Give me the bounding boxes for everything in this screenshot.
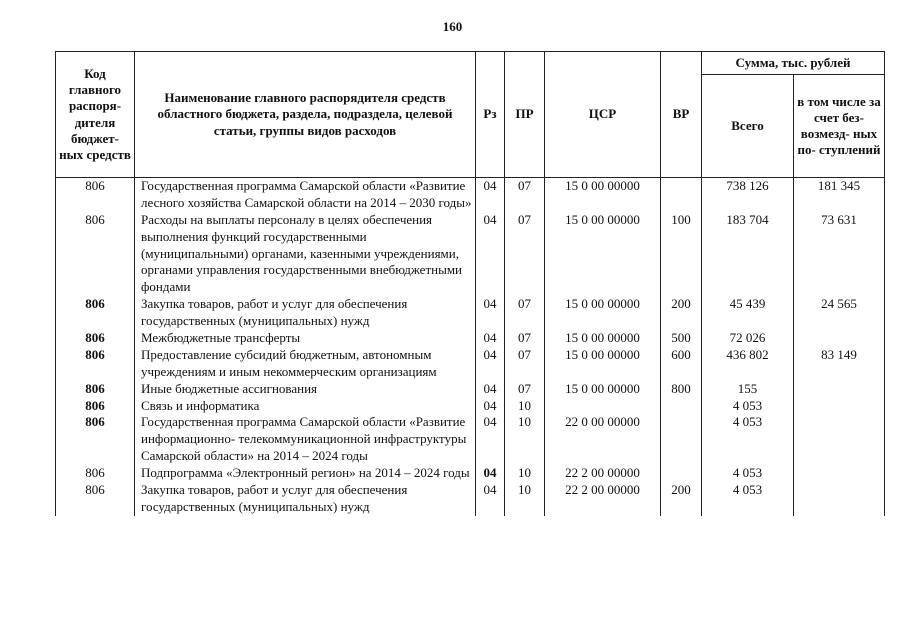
table-row xyxy=(56,212,885,296)
cell-pr: 07 xyxy=(505,178,545,212)
cell-total: 4 053 xyxy=(702,398,794,415)
table-row xyxy=(56,347,885,381)
cell-csr: 22 0 00 00000 xyxy=(545,414,661,465)
table-header xyxy=(56,52,885,178)
cell-rz: 04 xyxy=(476,381,505,398)
cell-including xyxy=(794,381,885,398)
header-sum: Сумма, тыс. рублей xyxy=(702,52,885,75)
cell-total: 183 704 xyxy=(702,212,794,296)
cell-code: 806 xyxy=(56,398,135,415)
cell-rz: 04 xyxy=(476,465,505,482)
table-row xyxy=(56,296,885,330)
cell-vr xyxy=(661,465,702,482)
cell-pr: 07 xyxy=(505,296,545,330)
cell-vr xyxy=(661,178,702,212)
cell-vr xyxy=(661,398,702,415)
cell-csr: 15 0 00 00000 xyxy=(545,330,661,347)
cell-csr xyxy=(545,398,661,415)
cell-code: 806 xyxy=(56,414,135,465)
cell-pr: 07 xyxy=(505,330,545,347)
cell-name: Расходы на выплаты персоналу в целях обеспечения выполнения функций государственными (муниципальными) органами, казенными учреждениями, органами управления государственными внебюджетными фондами xyxy=(135,212,476,296)
table-row xyxy=(56,414,885,465)
cell-code: 806 xyxy=(56,212,135,296)
header-csr: ЦСР xyxy=(545,52,661,178)
cell-pr: 10 xyxy=(505,398,545,415)
table-row xyxy=(56,465,885,482)
cell-including xyxy=(794,330,885,347)
cell-code: 806 xyxy=(56,465,135,482)
cell-including: 83 149 xyxy=(794,347,885,381)
cell-name: Иные бюджетные ассигнования xyxy=(135,381,476,398)
cell-pr: 07 xyxy=(505,381,545,398)
cell-code: 806 xyxy=(56,296,135,330)
cell-pr: 07 xyxy=(505,347,545,381)
cell-pr: 10 xyxy=(505,465,545,482)
cell-name: Закупка товаров, работ и услуг для обеспечения государственных (муниципальных) нужд xyxy=(135,482,476,516)
cell-vr xyxy=(661,414,702,465)
cell-vr: 800 xyxy=(661,381,702,398)
table-row xyxy=(56,381,885,398)
cell-total: 4 053 xyxy=(702,482,794,516)
header-total: Всего xyxy=(702,75,794,178)
cell-csr: 15 0 00 00000 xyxy=(545,347,661,381)
cell-vr: 200 xyxy=(661,482,702,516)
table-body xyxy=(56,178,885,516)
table-row xyxy=(56,330,885,347)
cell-total: 4 053 xyxy=(702,414,794,465)
cell-rz: 04 xyxy=(476,178,505,212)
table-row xyxy=(56,178,885,212)
table-row xyxy=(56,482,885,516)
cell-including xyxy=(794,482,885,516)
cell-rz: 04 xyxy=(476,414,505,465)
budget-table xyxy=(55,51,885,516)
cell-name: Государственная программа Самарской области «Развитие лесного хозяйства Самарской области на 2014 – 2030 годы» xyxy=(135,178,476,212)
cell-code: 806 xyxy=(56,330,135,347)
cell-total: 436 802 xyxy=(702,347,794,381)
cell-code: 806 xyxy=(56,381,135,398)
table-row xyxy=(56,398,885,415)
cell-code: 806 xyxy=(56,347,135,381)
cell-vr: 500 xyxy=(661,330,702,347)
cell-csr: 15 0 00 00000 xyxy=(545,212,661,296)
cell-vr: 100 xyxy=(661,212,702,296)
cell-pr: 07 xyxy=(505,212,545,296)
cell-name: Предоставление субсидий бюджетным, автономным учреждениям и иным некоммерческим организациям xyxy=(135,347,476,381)
header-pr: ПР xyxy=(505,52,545,178)
cell-total: 155 xyxy=(702,381,794,398)
cell-code: 806 xyxy=(56,178,135,212)
cell-name: Межбюджетные трансферты xyxy=(135,330,476,347)
header-name: Наименование главного распорядителя средств областного бюджета, раздела, подраздела, целевой статьи, группы видов расходов xyxy=(135,52,476,178)
cell-including xyxy=(794,465,885,482)
header-including: в том числе за счет без- возмезд- ных по- ступлений xyxy=(794,75,885,178)
header-code: Код главного распоря- дителя бюджет- ных средств xyxy=(56,52,135,178)
cell-rz: 04 xyxy=(476,347,505,381)
cell-including xyxy=(794,398,885,415)
header-vr: ВР xyxy=(661,52,702,178)
cell-including: 181 345 xyxy=(794,178,885,212)
cell-name: Связь и информатика xyxy=(135,398,476,415)
cell-rz: 04 xyxy=(476,330,505,347)
cell-csr: 15 0 00 00000 xyxy=(545,178,661,212)
cell-total: 4 053 xyxy=(702,465,794,482)
cell-code: 806 xyxy=(56,482,135,516)
page-number: 160 xyxy=(442,19,463,34)
cell-pr: 10 xyxy=(505,414,545,465)
cell-vr: 600 xyxy=(661,347,702,381)
cell-csr: 15 0 00 00000 xyxy=(545,296,661,330)
cell-name: Подпрограмма «Электронный регион» на 2014 – 2024 годы xyxy=(135,465,476,482)
cell-rz: 04 xyxy=(476,296,505,330)
cell-total: 72 026 xyxy=(702,330,794,347)
cell-csr: 15 0 00 00000 xyxy=(545,381,661,398)
cell-csr: 22 2 00 00000 xyxy=(545,482,661,516)
header-rz: Рз xyxy=(476,52,505,178)
cell-including: 24 565 xyxy=(794,296,885,330)
cell-name: Государственная программа Самарской области «Развитие информационно- телекоммуникационной инфраструктуры Самарской области» на 2014 – 2024 годы xyxy=(135,414,476,465)
cell-rz: 04 xyxy=(476,212,505,296)
cell-including: 73 631 xyxy=(794,212,885,296)
cell-total: 45 439 xyxy=(702,296,794,330)
cell-name: Закупка товаров, работ и услуг для обеспечения государственных (муниципальных) нужд xyxy=(135,296,476,330)
cell-csr: 22 2 00 00000 xyxy=(545,465,661,482)
cell-pr: 10 xyxy=(505,482,545,516)
cell-including xyxy=(794,414,885,465)
cell-vr: 200 xyxy=(661,296,702,330)
cell-total: 738 126 xyxy=(702,178,794,212)
cell-rz: 04 xyxy=(476,398,505,415)
cell-rz: 04 xyxy=(476,482,505,516)
